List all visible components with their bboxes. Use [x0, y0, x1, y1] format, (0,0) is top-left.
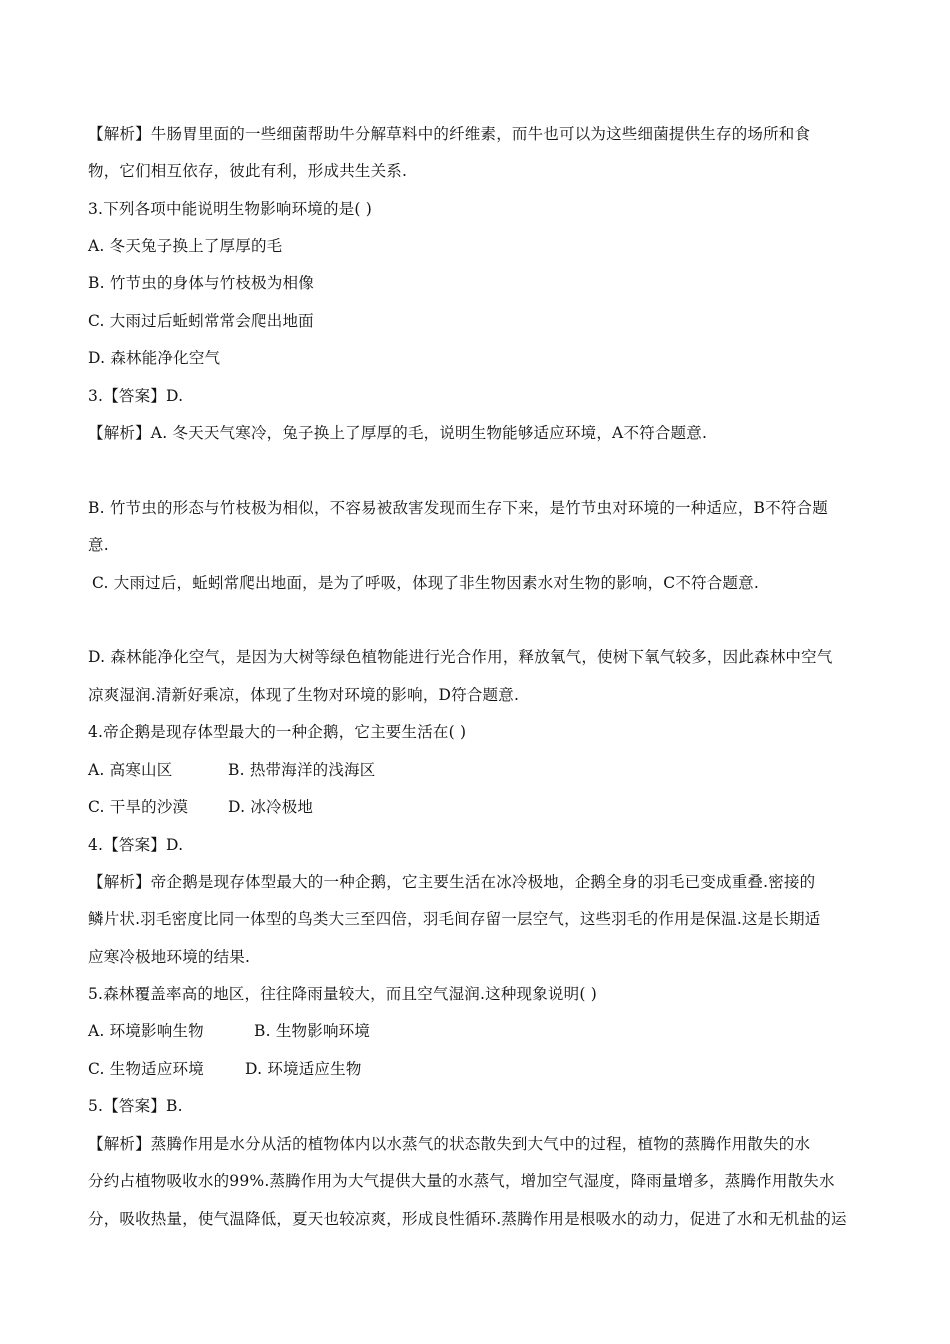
analysis-3c: C. 大雨过后，蚯蚓常爬出地面，是为了呼吸，体现了非生物因素水对生物的影响，C不符合题意.	[92, 574, 759, 592]
choice-b: B. 热带海洋的浅海区	[228, 761, 376, 779]
question-4: 4.帝企鹅是现存体型最大的一种企鹅，它主要生活在( )	[88, 723, 467, 741]
analysis-3d: D. 森林能净化空气，是因为大树等绿色植物能进行光合作用，释放氧气，使树下氧气较多，因此森林中空气	[88, 648, 833, 666]
question-3: 3.下列各项中能说明生物影响环境的是( )	[88, 200, 373, 218]
analysis-3a: 【解析】A. 冬天天气寒冷，兔子换上了厚厚的毛，说明生物能够适应环境，A不符合题意.	[88, 424, 708, 442]
analysis-3b: B. 竹节虫的形态与竹枝极为相似，不容易被敌害发现而生存下来，是竹节虫对环境的一种适应，B不符合题	[88, 499, 828, 517]
analysis-4: 【解析】帝企鹅是现存体型最大的一种企鹅，它主要生活在冰冷极地，企鹅全身的羽毛已变成重叠.密接的	[88, 873, 816, 891]
choice-d: D. 冰冷极地	[228, 798, 314, 816]
analysis-3d-cont: 凉爽湿润.清新好乘凉，体现了生物对环境的影响，D符合题意.	[88, 686, 520, 704]
choice-a: A. 环境影响生物	[88, 1022, 204, 1040]
choice-c: C. 大雨过后蚯蚓常常会爬出地面	[88, 312, 314, 330]
answer-5: 5.【答案】B.	[88, 1097, 183, 1115]
choice-d: D. 森林能净化空气	[88, 349, 221, 367]
text-line: 物，它们相互依存，彼此有利，形成共生关系.	[88, 162, 408, 180]
analysis-4-cont: 鳞片状.羽毛密度比同一体型的鸟类大三至四倍，羽毛间存留一层空气，这些羽毛的作用是保温.这是长期适	[88, 910, 821, 928]
q4-choice-row-1	[88, 759, 376, 781]
choice-b: B. 竹节虫的身体与竹枝极为相像	[88, 274, 314, 292]
analysis-5-cont: 分约占植物吸收水的99%.蒸腾作用为大气提供大量的水蒸气，增加空气湿度，降雨量增多，蒸腾作用散失水	[88, 1172, 835, 1190]
choice-c: C. 生物适应环境	[88, 1060, 204, 1078]
analysis-3b-cont: 意.	[88, 536, 109, 554]
choice-a: A. 高寒山区	[88, 761, 173, 779]
choice-a: A. 冬天兔子换上了厚厚的毛	[88, 237, 283, 255]
choice-c: C. 干旱的沙漠	[88, 798, 189, 816]
analysis-4-cont: 应寒冷极地环境的结果.	[88, 948, 251, 966]
text-line: 【解析】牛肠胃里面的一些细菌帮助牛分解草料中的纤维素，而牛也可以为这些细菌提供生存的场所和食	[88, 125, 811, 143]
analysis-5-cont: 分，吸收热量，使气温降低，夏天也较凉爽，形成良性循环.蒸腾作用是根吸水的动力，促进了水和无机盐的运	[88, 1210, 847, 1228]
q5-choice-row-1	[88, 1020, 371, 1042]
analysis-5: 【解析】蒸腾作用是水分从活的植物体内以水蒸气的状态散失到大气中的过程，植物的蒸腾作用散失的水	[88, 1135, 811, 1153]
question-5: 5.森林覆盖率高的地区，往往降雨量较大，而且空气湿润.这种现象说明( )	[88, 985, 597, 1003]
q5-choice-row-2	[88, 1058, 362, 1080]
choice-d: D. 环境适应生物	[245, 1060, 362, 1078]
answer-3: 3.【答案】D.	[88, 387, 184, 405]
answer-4: 4.【答案】D.	[88, 836, 184, 854]
choice-b: B. 生物影响环境	[254, 1022, 371, 1040]
q4-choice-row-2	[88, 796, 314, 818]
